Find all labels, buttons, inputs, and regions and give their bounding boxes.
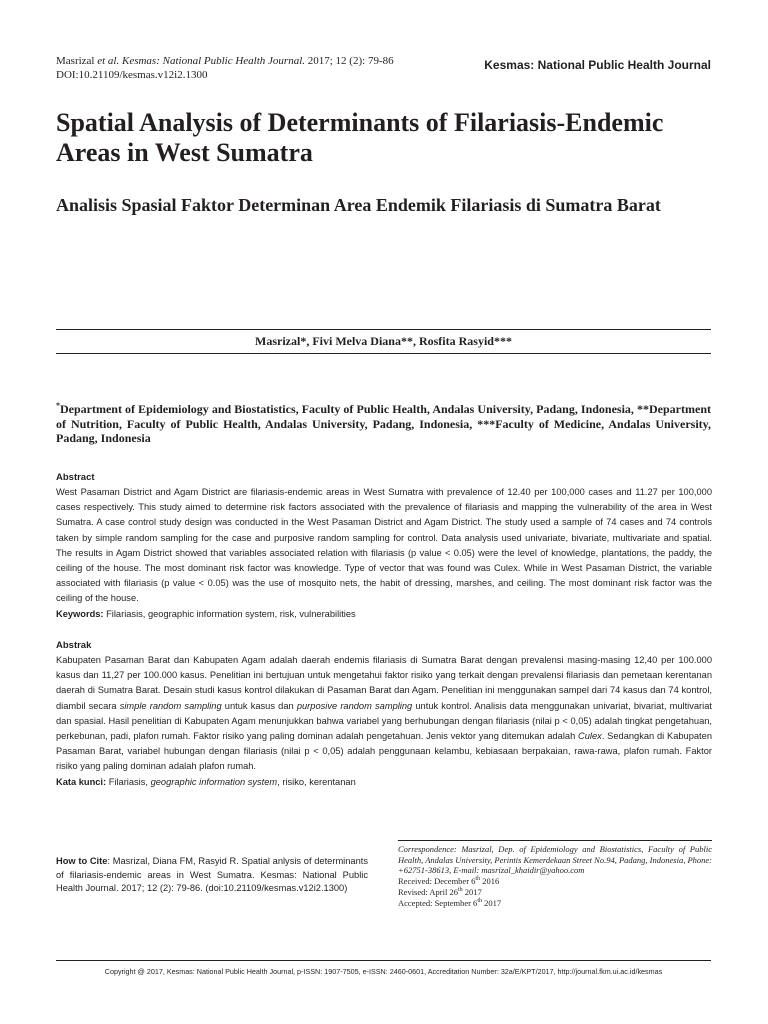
author-list: Masrizal*, Fivi Melva Diana**, Rosfita Rasyid*** (255, 334, 512, 348)
abstrak-heading: Abstrak (56, 640, 92, 651)
journal-name: Kesmas: National Public Health Journal (484, 58, 711, 72)
authors-rule-bottom (56, 353, 711, 354)
affiliations (56, 402, 711, 446)
kata-kunci-1: Filariasis, (108, 776, 148, 787)
how-to-cite-text: : Masrizal, Diana FM, Rasyid R. Spatial anlysis of determinants of filariasis-endemic areas in West Sumatra. Kesmas: National Public Health Journal. 2017; 12 (2): 79-86. (doi:10.21109/kesmas.v12i2.1300) (56, 856, 368, 893)
citation-journal: Kesmas: National Public Health Journal. (121, 55, 305, 67)
kata-kunci-3: , risiko, kerentanan (277, 776, 356, 787)
keywords-text: Filariasis, geographic information system, risk, vulnerabilities (106, 608, 356, 619)
citation-volume: 2017; 12 (2): 79-86 (307, 55, 394, 67)
accepted-date: Accepted: September 6th 2017 (398, 897, 502, 908)
how-to-cite (56, 855, 368, 896)
keywords-label: Keywords: (56, 608, 104, 619)
copyright-footer: Copyright @ 2017, Kesmas: National Public Health Journal, p-ISSN: 1907-7505, e-ISSN: 2460-0601, Accreditation Number: 32a/E/KPT/2017, http://journal.fkm.ui.ac.id/kesmas (56, 960, 711, 976)
header-citation (56, 55, 476, 82)
abstract-heading: Abstract (56, 472, 95, 483)
abstrak-body (56, 653, 712, 775)
correspondence-box (398, 840, 712, 908)
abstrak-part-3: untuk kontrol. Analisis data menggunakan univariat, bivariat, multivariat dan spasial. Hasil penelitian di Kabupaten Agam menunjukkan bahwa variabel yang berhubungan dengan filariasis (nilai p < 0,05) adalah tingkat pengetahuan, perkebunan, padi, plafon rumah. Faktor risiko yang paling dominan adalah pengetahuan. Jenis vektor yang ditemukan adalah (56, 700, 712, 742)
abstrak-italic-1: simple random sampling (119, 700, 222, 711)
authors-rule-top (56, 329, 711, 330)
affiliation-text: Department of Epidemiology and Biostatistics, Faculty of Public Health, Andalas University, Padang, Indonesia, **Department of Nutrition, Faculty of Public Health, Andalas University, Padang, Indonesia, ***Faculty of Medicine, Andalas University, Padang, Indonesia (56, 402, 711, 445)
doi-line: DOI:10.21109/kesmas.v12i2.1300 (56, 68, 208, 81)
kata-kunci (56, 775, 712, 790)
article-title-indonesian: Analisis Spasial Faktor Determinan Area Endemik Filariasis di Sumatra Barat (56, 195, 661, 215)
abstract-body: West Pasaman District and Agam District are filariasis-endemic areas in West Sumatra with prevalence of 12.40 per 100,000 cases and 11.27 per 100,000 cases respectively. This study aimed to determine risk factors associated with the prevalence of filariasis and mapping the vulnerability of the area in West Sumatra. A case control study design was conducted in the West Pasaman District and Agam District. The study used a sample of 74 cases and 74 controls taken by simple random sampling for the case and purposive random sampling for control. Data analysis used univariate, bivariate, multivariate and spatial. The results in Agam District showed that variables associated relation with filariasis (p value < 0.05) were the level of knowledge, plantations, the paddy, the ceiling of the house. The most dominant risk factor was knowledge. Type of vector that was found was Culex. While in West Pasaman District, the variable associated with filariasis (p value < 0.05) was the use of mosquito nets, the habit of dressing, marshes, and ceiling. The most dominant risk factor was the ceiling of the house. (56, 487, 712, 604)
how-to-cite-label: How to Cite (56, 856, 108, 866)
abstrak-part-2: untuk kasus dan (224, 700, 294, 711)
affiliation-mark: * (56, 401, 60, 410)
citation-author: Masrizal (56, 55, 95, 67)
article-title: Spatial Analysis of Determinants of Filariasis-Endemic Areas in West Sumatra (56, 108, 664, 167)
abstrak-italic-2: purposive random sampling (296, 700, 413, 711)
abstract-indonesian (56, 638, 712, 790)
citation-line (56, 55, 476, 69)
citation-etal: et al. (97, 55, 120, 67)
keywords (56, 607, 712, 622)
kata-kunci-label: Kata kunci: (56, 776, 107, 787)
abstract-english (56, 470, 712, 622)
abstrak-part-1: Kabupaten Pasaman Barat dan Kabupaten Agam adalah daerah endemis filariasis di Sumatra Barat dengan prevalensi masing-masing 12,40 per 100.000 kasus dan 11,27 per 100.000 kasus. Penelitian ini bertujuan untuk mengetahui faktor risiko yang terkait dengan prevalensi filariasis dan pemetaan kerentanan daerah di Sumatra Barat. Desain studi kasus kontrol dilakukan di Pasaman Barat dan Agam. Penelitian ini menggunakan sampel dari 74 kasus dan 74 kontrol, diambil secara (56, 655, 712, 711)
correspondence-text: Correspondence: Masrizal, Dep. of Epidemiology and Biostatistics, Faculty of Public Health, Andalas University, Perintis Kemerdekaan Street No.94, Padang, Indonesia, Phone: +62751-38613, E-mail: masrizal_khaidir@yahoo.com (398, 844, 712, 876)
revised-date: Revised: April 26th 2017 (398, 886, 482, 897)
received-date: Received: December 6th 2016 (398, 876, 500, 887)
abstrak-part-4: . Sedangkan di Kabupaten Pasaman Barat, variabel hubungan dengan filariasis (nilai p < 0,05) adalah penggunaan kelambu, kebiasaan berpakaian, rawa-rawa, plafon rumah. Faktor risiko yang paling dominan adalah plafon rumah. (56, 731, 712, 772)
abstrak-italic-3: Culex (578, 731, 602, 742)
kata-kunci-2: geographic information system (150, 776, 278, 787)
